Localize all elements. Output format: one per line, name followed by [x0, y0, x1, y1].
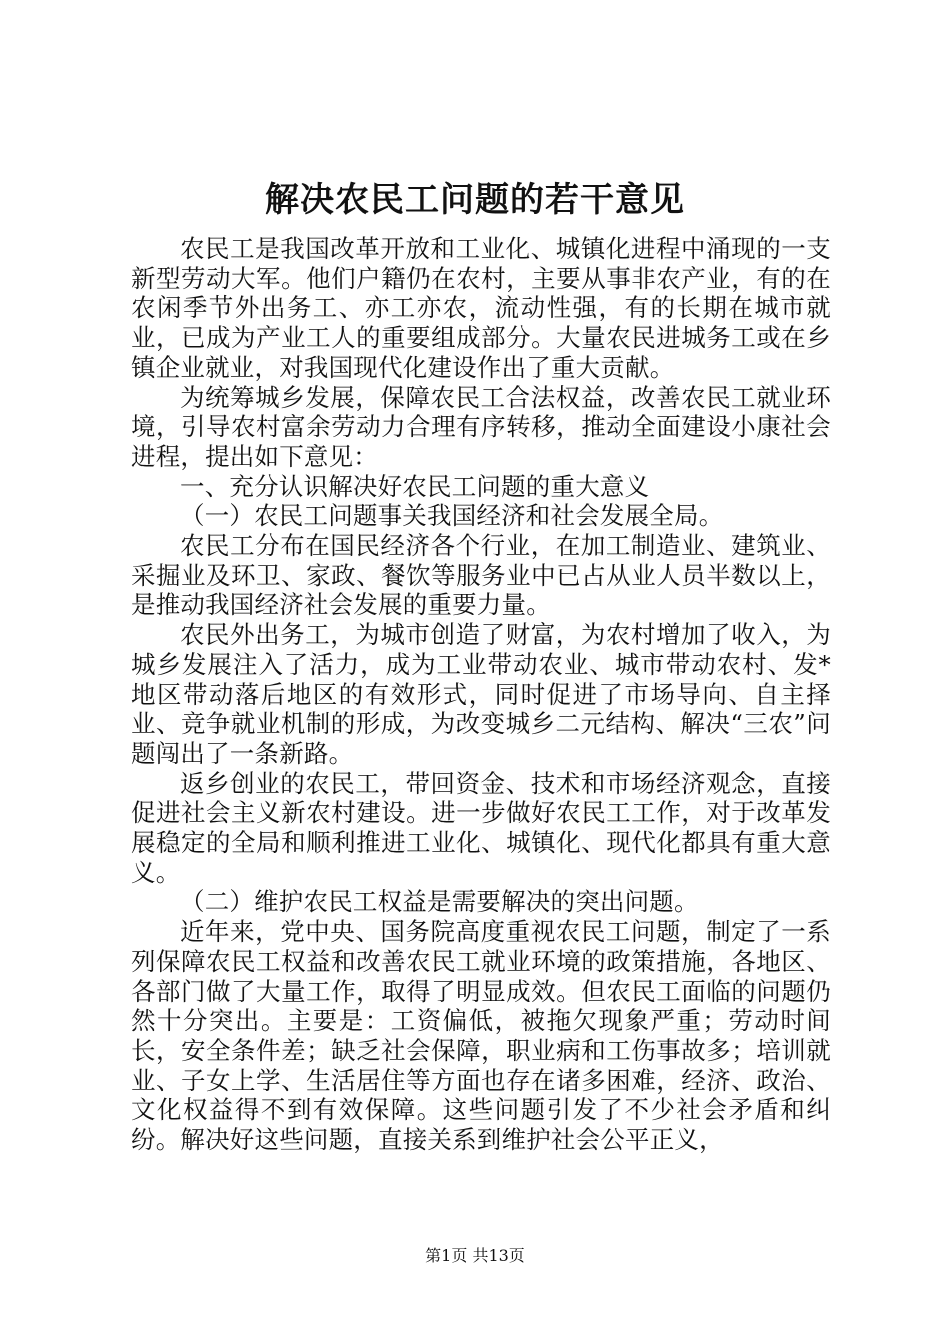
paragraph: 为统筹城乡发展，保障农民工合法权益，改善农民工就业环境，引导农村富余劳动力合理有序转移，推动全面建设小康社会进程，提出如下意见： [131, 382, 831, 471]
paragraph: 农民工分布在国民经济各个行业，在加工制造业、建筑业、采掘业及环卫、家政、餐饮等服务业中已占从业人员半数以上，是推动我国经济社会发展的重要力量。 [131, 531, 831, 620]
paragraph: 返乡创业的农民工，带回资金、技术和市场经济观念，直接促进社会主义新农村建设。进一步做好农民工工作，对于改革发展稳定的全局和顺利推进工业化、城镇化、现代化都具有重大意义。 [131, 768, 831, 887]
document-title: 解决农民工问题的若干意见 [265, 180, 685, 220]
paragraph: 近年来，党中央、国务院高度重视农民工问题，制定了一系列保障农民工权益和改善农民工就业环境的政策措施，各地区、各部门做了大量工作，取得了明显成效。但农民工面临的问题仍然十分突出。主要是：工资偏低，被拖欠现象严重；劳动时间长，安全条件差；缺乏社会保障，职业病和工伤事故多；培训就业、子女上学、生活居住等方面也存在诸多困难，经济、政治、文化权益得不到有效保障。这些问题引发了不少社会矛盾和纠纷。解决好这些问题，直接关系到维护社会公平正义， [131, 917, 831, 1155]
document-body [131, 234, 831, 1155]
paragraph: 农民工是我国改革开放和工业化、城镇化进程中涌现的一支新型劳动大军。他们户籍仍在农村，主要从事非农产业，有的在农闲季节外出务工、亦工亦农，流动性强，有的长期在城市就业，已成为产业工人的重要组成部分。大量农民进城务工或在乡镇企业就业，对我国现代化建设作出了重大贡献。 [131, 234, 831, 382]
section-heading: 一、充分认识解决好农民工问题的重大意义 [180, 471, 650, 501]
page-number-footer: 第1页 共13页 [425, 1246, 525, 1265]
subsection-heading: （一）农民工问题事关我国经济和社会发展全局。 [180, 501, 724, 531]
paragraph: 农民外出务工，为城市创造了财富，为农村增加了收入，为城乡发展注入了活力，成为工业带动农业、城市带动农村、发*地区带动落后地区的有效形式，同时促进了市场导向、自主择业、竞争就业机制的形成，为改变城乡二元结构、解决“三农”问题闯出了一条新路。 [131, 620, 831, 768]
subsection-heading: （二）维护农民工权益是需要解决的突出问题。 [180, 887, 699, 917]
